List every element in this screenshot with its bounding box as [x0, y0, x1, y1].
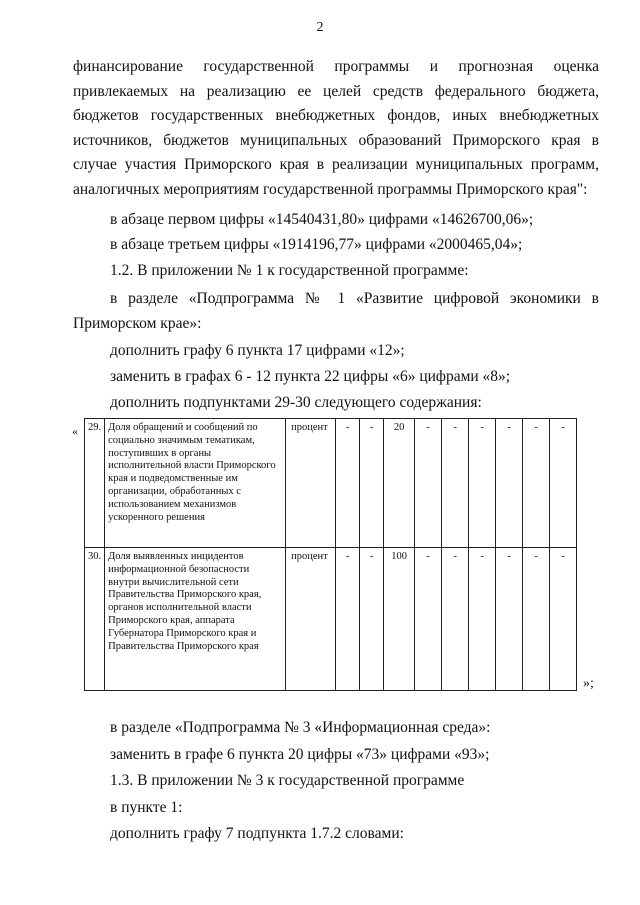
- paragraph-razdel1-cont: Приморском крае»:: [73, 315, 202, 332]
- row-value: -: [523, 419, 550, 548]
- page-number: 2: [316, 20, 324, 35]
- row-text: Доля выявленных инцидентов информационной безопасности внутри вычислительной сети Правительства Приморского края, органов исполнительной власти Приморского края, аппарата Губернатора Приморского края и Правительства Приморского края: [105, 548, 286, 691]
- intro-line: случае участия Приморского края в реализации муниципальных программ,: [73, 156, 599, 174]
- paragraph-razdel3: в разделе «Подпрограмма № 3 «Информационная среда»:: [110, 719, 491, 736]
- open-quote: «: [72, 424, 78, 438]
- table-row: [85, 419, 577, 548]
- row-value: -: [336, 419, 360, 548]
- intro-paragraph: [73, 55, 599, 203]
- row-value: 20: [384, 419, 415, 548]
- row-value: -: [360, 548, 384, 691]
- intro-line: источников, бюджетов муниципальных образований Приморского края в: [73, 131, 599, 149]
- indicator-table: [84, 418, 577, 691]
- row-value: -: [550, 548, 577, 691]
- row-value: -: [550, 419, 577, 548]
- row-value: -: [469, 419, 496, 548]
- row-value: -: [415, 548, 442, 691]
- table-row: [85, 548, 577, 691]
- paragraph-punkt1: в пункте 1:: [110, 799, 183, 816]
- row-unit: процент: [286, 419, 336, 548]
- row-number: 30.: [85, 548, 105, 691]
- paragraph-zamenit22: заменить в графах 6 - 12 пункта 22 цифры «6» цифрами «8»;: [110, 368, 511, 385]
- row-unit: процент: [286, 548, 336, 691]
- row-value: -: [469, 548, 496, 691]
- row-number: 29.: [85, 419, 105, 548]
- paragraph-dopolnit7: дополнить графу 7 подпункта 1.7.2 словами:: [110, 825, 404, 842]
- paragraph-dopolnit29: дополнить подпунктами 29-30 следующего содержания:: [110, 394, 482, 411]
- row-value: -: [523, 548, 550, 691]
- intro-line: бюджетов государственных внебюджетных фондов, иных внебюджетных: [73, 107, 599, 125]
- paragraph-1-2: 1.2. В приложении № 1 к государственной программе:: [110, 262, 469, 279]
- paragraph-razdel1: в разделе «Подпрограмма № 1 «Развитие цифровой экономики в: [110, 290, 599, 307]
- close-quote: »;: [583, 676, 594, 691]
- row-value: -: [442, 548, 469, 691]
- row-value: -: [442, 419, 469, 548]
- row-value: -: [415, 419, 442, 548]
- row-value: 100: [384, 548, 415, 691]
- row-text: Доля обращений и сообщений по социально значимым тематикам, поступивших в органы исполнительной власти Приморского края и подведомственные им организации, обработанных с использованием механизмов ускоренного решения: [105, 419, 286, 548]
- paragraph-abzac1: в абзаце первом цифры «14540431,80» цифрами «14626700,06»;: [110, 211, 534, 228]
- intro-line: финансирование государственной программы и прогнозная оценка: [73, 58, 599, 75]
- intro-line: аналогичных мероприятиям государственной программы Приморского края":: [73, 180, 588, 198]
- intro-line: привлекаемых на реализацию ее целей средств федерального бюджета,: [73, 82, 599, 100]
- row-value: -: [360, 419, 384, 548]
- paragraph-dopolnit17: дополнить графу 6 пункта 17 цифрами «12»;: [110, 342, 405, 359]
- row-value: -: [336, 548, 360, 691]
- row-value: -: [496, 419, 523, 548]
- paragraph-zamenit20: заменить в графе 6 пункта 20 цифры «73» цифрами «93»;: [110, 746, 490, 763]
- paragraph-1-3: 1.3. В приложении № 3 к государственной программе: [110, 772, 465, 789]
- paragraph-abzac3: в абзаце третьем цифры «1914196,77» цифрами «2000465,04»;: [110, 236, 523, 253]
- row-value: -: [496, 548, 523, 691]
